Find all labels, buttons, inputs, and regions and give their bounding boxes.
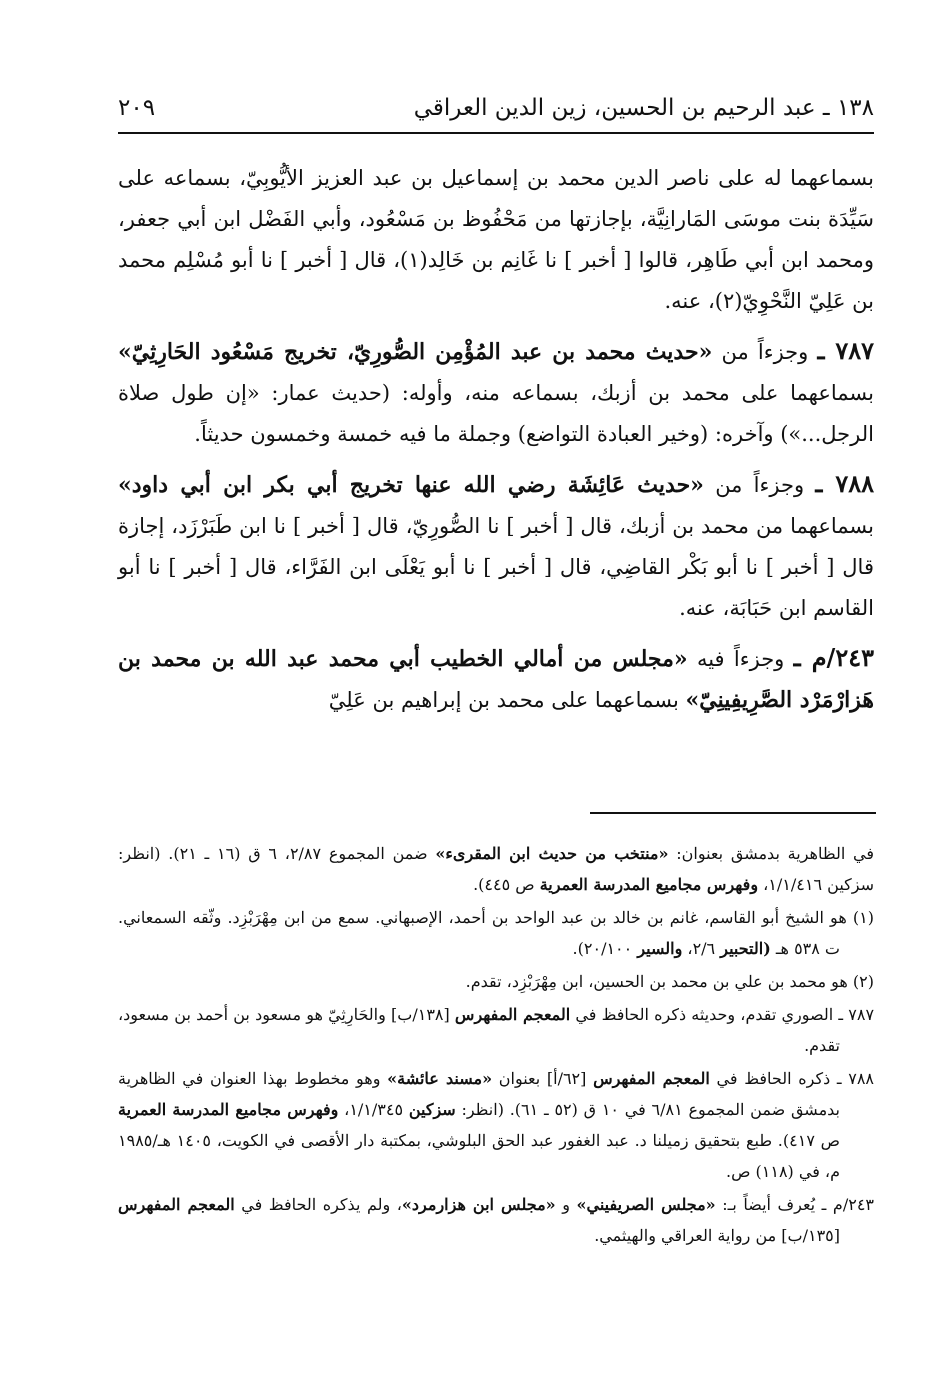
footnote-emphasis: (التحبير: [720, 939, 771, 958]
footnote-2: [118, 966, 874, 997]
entry-text: وجزءاً من: [712, 340, 818, 364]
footnote-text: و: [555, 1195, 577, 1214]
footnote-emphasis: والسير: [637, 939, 683, 958]
footnote-text: [٦٢/أ] بعنوان: [492, 1069, 594, 1088]
footnote-emphasis: «مجلس ابن هزارمرد»: [401, 1195, 556, 1214]
entry-text: بسماعهما على محمد بن أزبك، بسماعه منه، وأوله: (حديث عمار: «إن طول صلاة الرجل...») وآخره: (وخير العبادة التواضع) وجملة ما فيه خمسة وخمسون حديثاً.: [118, 381, 874, 446]
header-rule: [118, 132, 874, 134]
footnote-emphasis: المعجم المفهرس: [118, 1195, 235, 1214]
footnote-243m: [118, 1189, 874, 1251]
main-text: [118, 158, 874, 729]
footnote-text: ، ولم يذكره الحافظ في: [234, 1195, 402, 1214]
footnote-text: ص ٤٤٥).: [473, 875, 540, 894]
footnote-marker: ٧٨٧ ـ: [838, 1005, 875, 1024]
footnote-text: ذكره الحافظ في: [709, 1069, 837, 1088]
footnote-text: يُعرف أيضاً بـ:: [715, 1195, 822, 1214]
footnote-text: ضمن المجموع ٢/٨٧، ٦ ق (١٦ ـ ٢١). (انظر: سزكين ١/١/٤١٦،: [118, 844, 874, 894]
footnote-1: [118, 902, 874, 964]
paragraph-continuation: [118, 158, 874, 322]
footnote-text: [١٣٨/ب] والحَارِثِيّ هو مسعود بن أحمد بن مسعود، تقدم.: [118, 1005, 840, 1055]
page-header: [118, 86, 874, 130]
footnote-emphasis: وفهرس مجاميع المدرسة العمرية: [539, 875, 759, 894]
entry-text: وجزءاً فيه: [687, 647, 794, 671]
footnote-text: هو محمد بن علي بن محمد بن الحسين، ابن مِهْرَبْزِد، تقدم.: [465, 972, 853, 991]
footnote-emphasis: المعجم المفهرس: [454, 1005, 571, 1024]
footnote-marker: (٢): [852, 972, 874, 991]
footnotes: [118, 838, 874, 1253]
entry-number: ٧٨٨ ـ: [815, 469, 874, 498]
footnote-emphasis: «منتخب من حديث ابن المقرىء»: [435, 844, 669, 863]
page-number: ٢٠٩: [118, 95, 156, 121]
footnote-marker: (١): [852, 908, 874, 927]
entry-text: بسماعهما على محمد بن إبراهيم بن عَلِيّ: [328, 688, 686, 712]
footnote-text: ١/١/٣٤٥،: [338, 1100, 409, 1119]
footnote-text: وهو مخطوط بهذا العنوان في الظاهرية بدمشق ضمن المجموع ٦/٨١ في ١٠ ق (٥٢ ـ ٦١). (انظر:: [118, 1069, 840, 1119]
footnote-text: في الظاهرية بدمشق بعنوان:: [668, 844, 875, 863]
footnote-text: ص ٤١٧). طبع بتحقيق زميلنا د. عبد الغفور عبد الحق البلوشي، بمكتبة دار الأقصى في الكويت، ١٤٠٥ هـ/١٩٨٥ م، في (١١٨) ص.: [118, 1131, 840, 1181]
footnote-text: هو الشيخ أبو القاسم، غانم بن خالد بن عبد الواحد بن أحمد، الإصبهاني. سمع من ابن مِهْرَبْزِد. وثّقه السمعاني. ت ٥٣٨ هـ: [118, 908, 853, 958]
footnote-text: [١٣٥/ب] من رواية العراقي والهيثمي.: [594, 1226, 840, 1245]
entry-number: ٢٤٣/م ـ: [793, 643, 874, 672]
footnote-787: [118, 999, 874, 1061]
footnote-continuation: [118, 838, 874, 900]
entry-title: «مجلس من أمالي الخطيب أبي محمد عبد الله بن محمد بن هَزارْمَرْد الصَّرِيفِينِيّ»: [118, 646, 874, 713]
entry-788: [118, 463, 874, 629]
footnote-marker: ٢٤٣/م ـ: [821, 1195, 874, 1214]
footnote-emphasis: «مسند عائشة»: [387, 1069, 493, 1088]
footnote-text: ٢٠/١٠٠).: [572, 939, 638, 958]
footnote-emphasis: وفهرس مجاميع المدرسة العمرية: [118, 1100, 339, 1119]
footnote-text: الصوري تقدم، وحديثه ذكره الحافظ في: [570, 1005, 839, 1024]
entry-text: وجزءاً من: [703, 473, 816, 497]
entry-number: ٧٨٧ ـ: [817, 336, 874, 365]
footnote-marker: ٧٨٨ ـ: [836, 1069, 874, 1088]
entry-title: «حديث محمد بن عبد المُؤْمِن الصُّورِيّ، تخريج مَسْعُود الحَارِثِيّ»: [118, 339, 713, 365]
entry-787: [118, 330, 874, 455]
footnote-788: [118, 1063, 874, 1187]
entry-243m: [118, 637, 874, 721]
footnote-emphasis: المعجم المفهرس: [593, 1069, 710, 1088]
footnote-text: ٢/٦،: [682, 939, 721, 958]
entry-text: بسماعهما من محمد بن أزبك، قال [ أخبر ] نا الصُّورِيّ، قال [ أخبر ] نا ابن طَبَرْزَد، إجازة قال [ أخبر ] نا أبو بَكْر القاضِي، قال [ أخبر ] نا أبو يَعْلَى ابن الفَرَّاء، قال [ أخبر ] نا أبو القاسم ابن حَبَابَة، عنه.: [118, 514, 874, 620]
footnote-emphasis: سزكين: [408, 1100, 456, 1119]
footnote-emphasis: «مجلس الصريفيني»: [576, 1195, 716, 1214]
footnote-rule: [590, 812, 876, 814]
running-title: ١٣٨ ـ عبد الرحيم بن الحسين، زين الدين العراقي: [413, 95, 874, 121]
entry-title: «حديث عَائِشَة رضي الله عنها تخريج أبي بكر ابن أبي داود»: [118, 472, 704, 498]
paragraph-text: بسماعهما له على ناصر الدين محمد بن إسماعيل بن عبد العزيز الأيُّوبِيّ، بسماعه على سَيِّدَة بنت موسَى المَارانِيَّة، بإجازتها من مَحْفُوظ بن مَسْعُود، وأبي الفَضْل ابن أبي جعفر، ومحمد ابن أبي طَاهِر، قالوا [ أخبر ] نا غَانِم بن خَالِد(١)، قال [ أخبر ] نا أبو مُسْلِم محمد بن عَلِيّ النَّحْوِيّ(٢)، عنه.: [118, 166, 874, 313]
